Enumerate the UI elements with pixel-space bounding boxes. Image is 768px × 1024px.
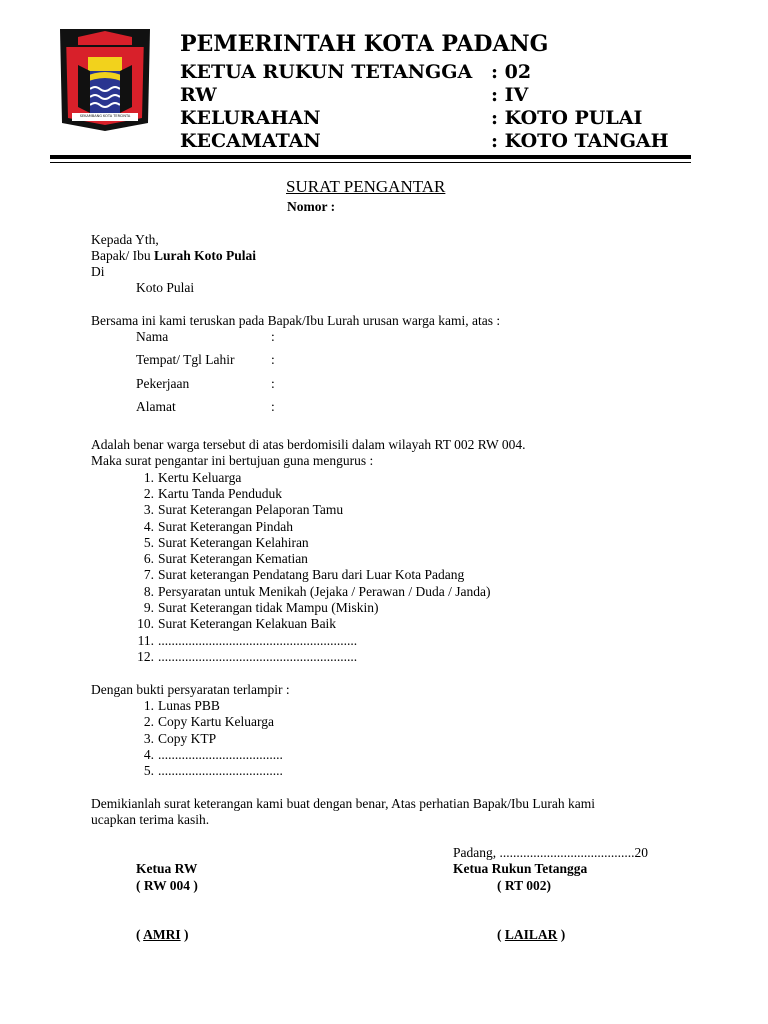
requirement-item: Copy KTP bbox=[158, 731, 217, 746]
field-label-nama: Nama bbox=[136, 329, 169, 344]
signature-left-title: Ketua RW bbox=[136, 861, 198, 876]
field-colon: : bbox=[271, 376, 275, 391]
field-colon: : bbox=[271, 352, 275, 367]
addressee-greeting: Kepada Yth, bbox=[91, 232, 159, 247]
addressee-name: Lurah Koto Pulai bbox=[154, 248, 257, 263]
closing-line-2: ucapkan terima kasih. bbox=[91, 812, 210, 827]
purpose-item: Surat Keterangan Pindah bbox=[158, 519, 293, 534]
signature-right-unit: ( RT 002) bbox=[497, 878, 552, 893]
header-value-rt: : 02 bbox=[491, 61, 532, 83]
addressee-di: Di bbox=[91, 264, 105, 279]
purpose-item: Surat Keterangan Kelahiran bbox=[158, 535, 309, 550]
purpose-item: Kertu Keluarga bbox=[158, 470, 242, 485]
paren-close: ) bbox=[557, 927, 566, 942]
logo-caption: SEKAMBANG KOTA TERCINTA bbox=[79, 114, 131, 118]
purpose-item: Surat Keterangan Pelaporan Tamu bbox=[158, 502, 344, 517]
city-emblem-logo bbox=[58, 27, 152, 133]
requirements-intro: Dengan bukti persyaratan terlampir : bbox=[91, 682, 290, 697]
requirement-item: Copy Kartu Keluarga bbox=[158, 714, 274, 729]
requirement-item-blank: ..................................... bbox=[158, 747, 283, 762]
purpose-item: Kartu Tanda Penduduk bbox=[158, 486, 283, 501]
paren-open: ( bbox=[136, 927, 144, 942]
purpose-item: Surat Keterangan Kematian bbox=[158, 551, 308, 566]
header-label-kelurahan: KELURAHAN bbox=[180, 107, 321, 129]
field-label-pekerjaan: Pekerjaan bbox=[136, 376, 190, 391]
purpose-item: Persyaratan untuk Menikah (Jejaka / Perawan / Duda / Janda) bbox=[158, 584, 491, 599]
header-value-kecamatan: : KOTO TANGAH bbox=[491, 130, 669, 152]
purpose-item: Surat Keterangan tidak Mampu (Miskin) bbox=[158, 600, 379, 615]
list-number: 2. bbox=[143, 486, 154, 501]
purpose-item: Surat keterangan Pendatang Baru dari Luar Kota Padang bbox=[158, 567, 465, 582]
list-number: 12. bbox=[137, 649, 154, 664]
header-value-rw: : IV bbox=[491, 84, 529, 106]
intro-text: Bersama ini kami teruskan pada Bapak/Ibu Lurah urusan warga kami, atas : bbox=[91, 313, 501, 328]
signature-right-title: Ketua Rukun Tetangga bbox=[453, 861, 588, 876]
closing-line-1: Demikianlah surat keterangan kami buat dengan benar, Atas perhatian Bapak/Ibu Lurah kami bbox=[91, 796, 596, 811]
signatory-name-rw: AMRI bbox=[143, 927, 181, 942]
header-divider-thin bbox=[50, 162, 691, 163]
purpose-item: Surat Keterangan Kelakuan Baik bbox=[158, 616, 337, 631]
letter-title: SURAT PENGANTAR bbox=[286, 177, 446, 196]
government-title: PEMERINTAH KOTA PADANG bbox=[180, 31, 549, 57]
list-number: 1. bbox=[143, 698, 154, 713]
statement-domicile: Adalah benar warga tersebut di atas berdomisili dalam wilayah RT 002 RW 004. bbox=[91, 437, 526, 452]
header-label-kecamatan: KECAMATAN bbox=[180, 130, 321, 152]
purpose-item-blank: ........................................................... bbox=[158, 633, 358, 648]
list-number: 5. bbox=[143, 763, 154, 778]
signatory-name-rt: LAILAR bbox=[504, 927, 558, 942]
field-colon: : bbox=[271, 399, 275, 414]
list-number: 3. bbox=[143, 502, 154, 517]
statement-purpose: Maka surat pengantar ini bertujuan guna mengurus : bbox=[91, 453, 374, 468]
letter-number: Nomor : bbox=[287, 199, 336, 214]
signature-left-name bbox=[136, 927, 189, 943]
header-label-rt: KETUA RUKUN TETANGGA bbox=[180, 61, 473, 83]
list-number: 9. bbox=[143, 600, 154, 615]
field-colon: : bbox=[271, 329, 275, 344]
addressee-place: Koto Pulai bbox=[136, 280, 195, 295]
requirement-item-blank: ..................................... bbox=[158, 763, 283, 778]
field-label-alamat: Alamat bbox=[136, 399, 176, 414]
list-number: 11. bbox=[137, 633, 154, 648]
requirement-item: Lunas PBB bbox=[158, 698, 220, 713]
list-number: 10. bbox=[137, 616, 154, 631]
addressee-line bbox=[91, 248, 256, 264]
list-number: 3. bbox=[143, 731, 154, 746]
paren-open: ( bbox=[497, 927, 505, 942]
list-number: 7. bbox=[143, 567, 154, 582]
signature-left-unit: ( RW 004 ) bbox=[136, 878, 198, 893]
date-line: Padang, ........................................20 bbox=[453, 845, 648, 860]
list-number: 2. bbox=[143, 714, 154, 729]
addressee-prefix: Bapak/ Ibu bbox=[91, 248, 154, 263]
purpose-item-blank: ........................................................... bbox=[158, 649, 358, 664]
paren-close: ) bbox=[180, 927, 189, 942]
header-divider-thick bbox=[50, 155, 691, 159]
list-number: 4. bbox=[143, 747, 154, 762]
list-number: 6. bbox=[143, 551, 154, 566]
list-number: 4. bbox=[143, 519, 154, 534]
signature-right-name bbox=[497, 927, 565, 943]
list-number: 8. bbox=[143, 584, 154, 599]
list-number: 1. bbox=[143, 470, 154, 485]
field-label-ttl: Tempat/ Tgl Lahir bbox=[136, 352, 235, 367]
list-number: 5. bbox=[143, 535, 154, 550]
header-value-kelurahan: : KOTO PULAI bbox=[491, 107, 643, 129]
header-label-rw: RW bbox=[180, 84, 217, 106]
